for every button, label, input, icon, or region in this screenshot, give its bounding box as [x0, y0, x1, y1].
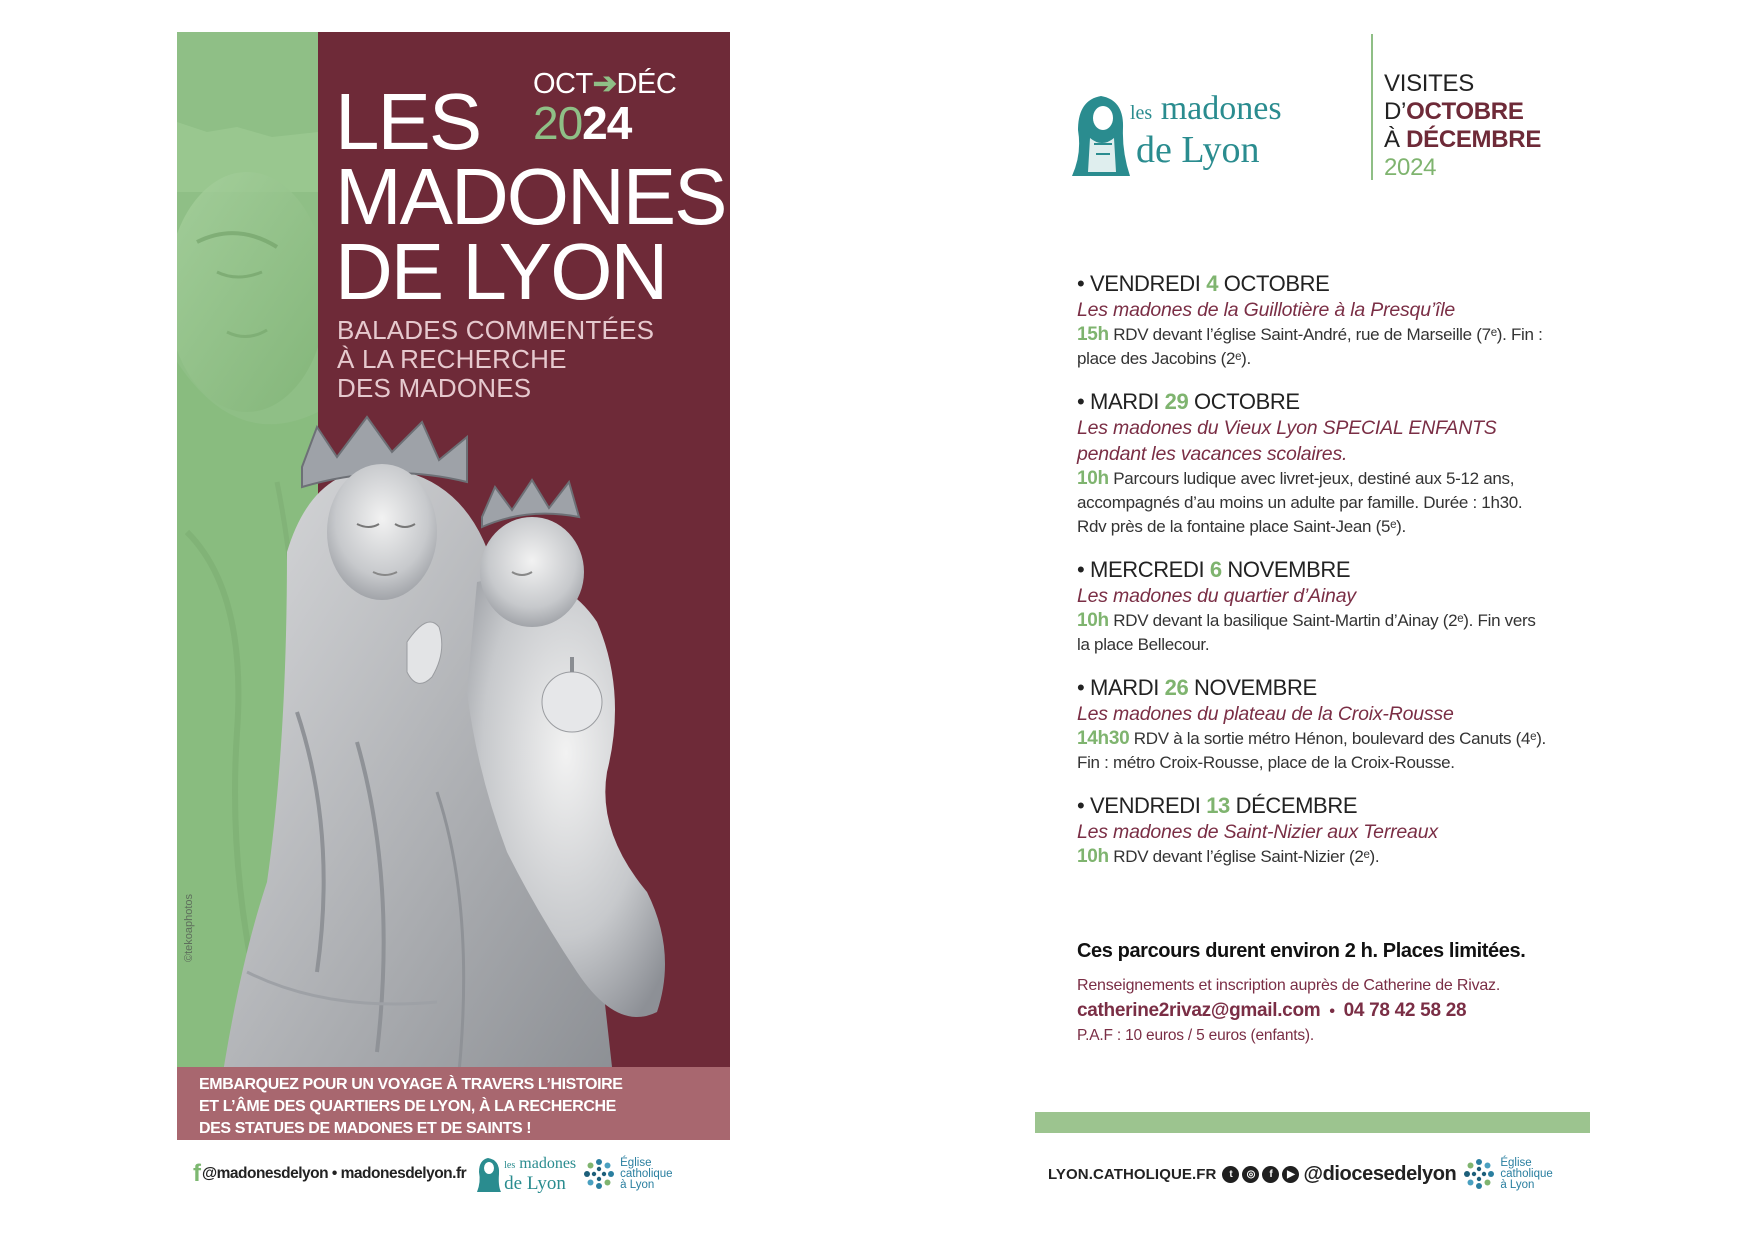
eglise-dots-icon [582, 1157, 616, 1191]
diocese-footer [1048, 1156, 1553, 1192]
event-description-text: RDV devant l’église Saint-André, rue de Marseille (7ᵉ). Fin : place des Jacobins (2ᵉ). [1077, 325, 1543, 368]
event-date [1077, 270, 1547, 297]
event-item [1077, 388, 1547, 539]
eglise-catholique-logo [582, 1157, 672, 1191]
event-item [1077, 792, 1547, 869]
event-date [1077, 388, 1547, 415]
bullet-icon: • [1077, 557, 1091, 582]
tagline-line: DES STATUES DE MADONES ET DE SAINTS ! [199, 1120, 532, 1137]
diocese-handle[interactable]: @diocesedelyon [1303, 1162, 1457, 1185]
poster [177, 32, 730, 1140]
bullet-icon: • [1077, 793, 1091, 818]
poster-title-line: LES [335, 77, 481, 166]
event-month: DÉCEMBRE [1229, 793, 1358, 818]
event-month: OCTOBRE [1188, 389, 1300, 414]
event-time: 10h [1077, 846, 1109, 867]
event-time: 10h [1077, 468, 1109, 489]
event-title: pendant les vacances scolaires. [1077, 443, 1348, 465]
contact-email[interactable]: catherine2rivaz@gmail.com [1077, 1000, 1321, 1021]
event-day-number: 6 [1209, 557, 1222, 582]
event-description-text: RDV devant l’église Saint-Nizier (2ᵉ). [1108, 847, 1380, 866]
contact-info: Renseignements et inscription auprès de Catherine de Rivaz. [1077, 977, 1501, 994]
event-weekday: MARDI [1090, 389, 1165, 414]
visits-month-end: DÉCEMBRE [1406, 126, 1542, 153]
bullet-icon: • [1077, 675, 1091, 700]
event-description [1077, 323, 1547, 371]
social-handles[interactable]: @madonesdelyon • madonesdelyon.fr [202, 1165, 467, 1182]
visits-year: 2024 [1384, 154, 1437, 181]
event-time: 15h [1077, 324, 1109, 345]
event-day-number: 4 [1206, 271, 1219, 296]
separator: • [1329, 1003, 1335, 1020]
event-weekday: VENDREDI [1090, 271, 1207, 296]
event-weekday: MERCREDI [1090, 557, 1210, 582]
event-title: Les madones de Saint-Nizier aux Terreaux [1077, 821, 1438, 843]
event-time: 10h [1077, 610, 1109, 631]
poster-subtitle-line: À LA RECHERCHE [337, 344, 567, 374]
poster-subtitle-line: BALADES COMMENTÉES [337, 315, 655, 345]
poster-subtitle-line: DES MADONES [337, 373, 532, 403]
event-day-number: 13 [1206, 793, 1230, 818]
madonna-silhouette-icon [474, 1156, 502, 1192]
logo-line1: madones [519, 1155, 577, 1172]
contact-block [1077, 974, 1500, 1047]
visits-prefix: À [1384, 126, 1407, 153]
event-description-text: RDV devant la basilique Saint-Martin d’Ainay (2ᵉ). Fin vers la place Bellecour. [1077, 611, 1536, 654]
event-date [1077, 556, 1547, 583]
instagram-icon[interactable]: ◎ [1242, 1166, 1259, 1183]
eglise-catholique-logo [1462, 1157, 1552, 1191]
duration-note: Ces parcours durent environ 2 h. Places limitées. [1077, 940, 1526, 962]
event-description [1077, 609, 1547, 657]
event-title: Les madones du Vieux Lyon SPECIAL ENFANTS [1077, 417, 1497, 439]
social-icons [1222, 1166, 1299, 1183]
event-title: Les madones de la Guillotière à la Presqu’île [1077, 299, 1455, 321]
event-date [1077, 792, 1547, 819]
event-weekday: VENDREDI [1090, 793, 1207, 818]
event-title: Les madones du quartier d’Ainay [1077, 585, 1356, 607]
event-description [1077, 727, 1547, 775]
events-list [1077, 270, 1547, 886]
green-bar [1035, 1112, 1590, 1133]
eglise-line: catholique [1500, 1167, 1553, 1180]
event-date [1077, 674, 1547, 701]
contact-phone[interactable]: 04 78 42 58 28 [1343, 1000, 1467, 1021]
facebook-icon[interactable]: f [193, 1160, 201, 1187]
visits-month-start: OCTOBRE [1406, 98, 1524, 125]
eglise-line: catholique [620, 1167, 673, 1180]
visits-prefix: D’ [1384, 98, 1407, 125]
facebook-icon[interactable]: f [1262, 1166, 1279, 1183]
event-month: OCTOBRE [1218, 271, 1330, 296]
event-day-number: 26 [1164, 675, 1189, 700]
visits-line: VISITES [1384, 70, 1474, 97]
photo-credit: ©tekoaphotos [183, 893, 195, 962]
arrow-right-icon: ➔ [592, 68, 617, 100]
bullet-icon: • [1077, 389, 1091, 414]
event-weekday: MARDI [1090, 675, 1165, 700]
tagline-line: ET L’ÂME DES QUARTIERS DE LYON, À LA RECHERCHE [199, 1098, 616, 1115]
event-item [1077, 270, 1547, 371]
eglise-line: Église [620, 1156, 652, 1169]
event-time: 14h30 [1077, 728, 1130, 749]
youtube-icon[interactable]: ▶ [1282, 1166, 1299, 1183]
logo-line2: de Lyon [1136, 129, 1260, 171]
event-description-text: Parcours ludique avec livret-jeux, destiné aux 5-12 ans, accompagnés d’au moins un adulte par famille. Durée : 1h30. [1077, 469, 1523, 512]
twitter-icon[interactable]: t [1222, 1166, 1239, 1183]
poster-title [335, 77, 726, 316]
bullet-icon: • [1077, 271, 1091, 296]
madonna-silhouette-icon [1068, 92, 1134, 178]
madones-logo-small [474, 1155, 576, 1193]
poster-subtitle [337, 316, 654, 403]
eglise-line: Église [1500, 1156, 1532, 1169]
year-part-a: 20 [533, 97, 583, 149]
visits-heading [1384, 70, 1541, 182]
event-item [1077, 674, 1547, 775]
year-part-b: 24 [582, 97, 632, 149]
poster-footer [193, 1156, 673, 1192]
eglise-dots-icon [1462, 1157, 1496, 1191]
divider [1371, 34, 1373, 180]
madones-de-lyon-logo [1068, 90, 1308, 180]
date-to: DÉC [616, 68, 677, 100]
event-description-text: RDV à la sortie métro Hénon, boulevard des Canuts (4ᵉ). Fin : métro Croix-Rousse, place de la Croix-Rousse. [1077, 729, 1546, 772]
logo-line2: de Lyon [504, 1173, 566, 1194]
eglise-line: à Lyon [620, 1178, 655, 1191]
logo-small-word: les [504, 1160, 516, 1171]
event-description [1077, 467, 1547, 539]
event-day-number: 29 [1164, 389, 1189, 414]
logo-line1: madones [1160, 90, 1282, 127]
event-month: NOVEMBRE [1188, 675, 1317, 700]
poster-tagline-band [177, 1067, 730, 1140]
logo-small-word: les [1130, 102, 1153, 124]
event-description-text: Rdv près de la fontaine place Saint-Jean (5ᵉ). [1077, 517, 1406, 536]
poster-title-line: MADONES [335, 152, 726, 241]
event-item [1077, 556, 1547, 657]
madonna-statue-photo [177, 412, 730, 1112]
diocese-website-link[interactable]: LYON.CATHOLIQUE.FR [1048, 1165, 1217, 1183]
event-month: NOVEMBRE [1221, 557, 1351, 582]
date-from: OCT [533, 68, 593, 100]
event-description [1077, 845, 1547, 869]
contact-price: P.A.F : 10 euros / 5 euros (enfants). [1077, 1027, 1314, 1044]
poster-title-line: DE LYON [335, 227, 667, 316]
tagline-line: EMBARQUEZ POUR UN VOYAGE À TRAVERS L’HISTOIRE [199, 1076, 623, 1093]
eglise-line: à Lyon [1500, 1178, 1535, 1191]
event-title: Les madones du plateau de la Croix-Rousse [1077, 703, 1454, 725]
